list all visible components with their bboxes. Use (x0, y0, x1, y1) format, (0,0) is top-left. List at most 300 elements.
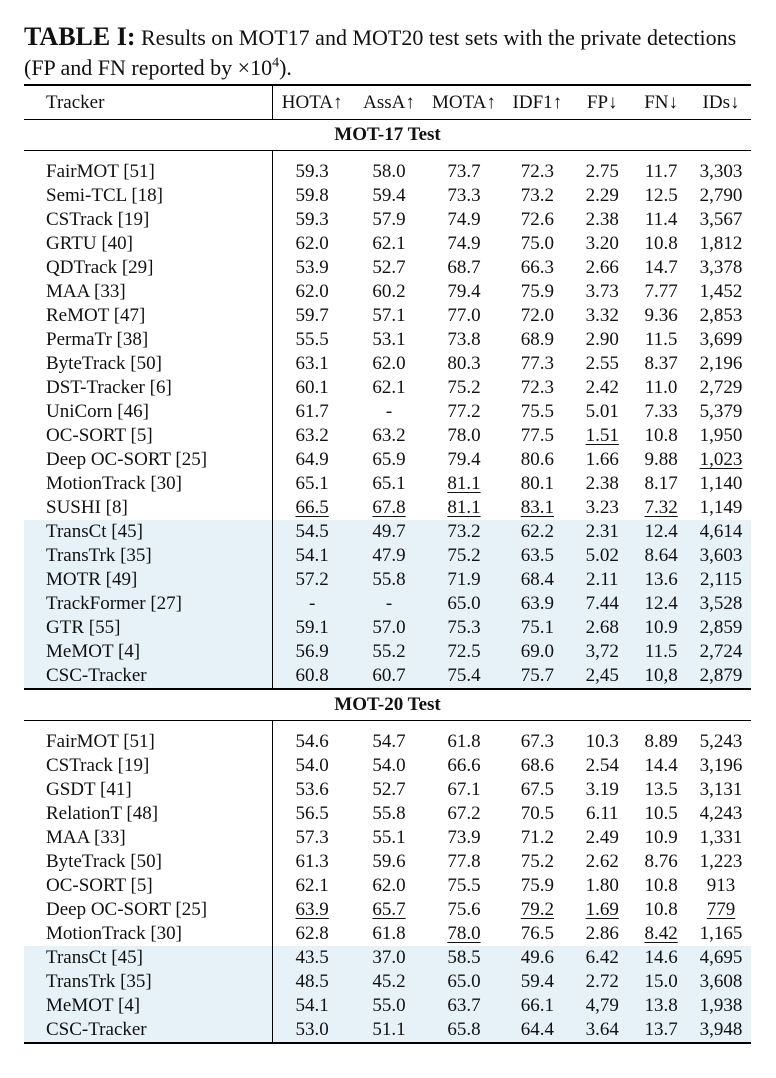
underlined-value: 65.7 (372, 899, 406, 920)
table-caption (24, 22, 760, 83)
metric-cell: 13.7 (631, 1018, 691, 1043)
metric-cell: 73.9 (447, 827, 481, 848)
metric-cell: 60.8 (272, 664, 351, 689)
metric-cell: 2.86 (585, 923, 619, 944)
tracker-name: CSTrack [19] (24, 754, 272, 778)
table-row (24, 1018, 751, 1043)
tracker-name: OC-SORT [5] (24, 874, 272, 898)
metric-cell: 2.68 (573, 616, 631, 640)
metric-cell: 62.1 (372, 377, 406, 398)
metric-cell: 2,196 (699, 353, 743, 374)
metric-cell: 63.1 (295, 353, 329, 374)
metric-cell: 2,879 (691, 664, 751, 689)
tracker-name: MeMOT [4] (24, 640, 272, 664)
metric-cell: 10.9 (644, 827, 678, 848)
metric-cell: 67.1 (447, 779, 481, 800)
metric-cell: 3.32 (585, 305, 619, 326)
metric-cell: 54.1 (272, 544, 351, 568)
spacer-cell (426, 151, 501, 161)
metric-cell: 4,79 (573, 994, 631, 1018)
table-row (24, 208, 751, 232)
column-header: FN↓ (631, 85, 691, 120)
metric-cell: 76.5 (520, 923, 554, 944)
metric-cell: 75.5 (520, 401, 554, 422)
metric-cell: 2.72 (573, 970, 631, 994)
metric-cell: 13.5 (644, 779, 678, 800)
metric-cell: 2,853 (699, 305, 743, 326)
metric-cell: 60.7 (352, 664, 427, 689)
underlined-value: 67.8 (372, 497, 406, 518)
metric-cell: 75.2 (426, 544, 501, 568)
table-row (24, 520, 751, 544)
tracker-name: GTR [55] (24, 616, 272, 640)
metric-cell: 2.55 (585, 353, 619, 374)
metric-cell: 5,243 (699, 731, 743, 752)
metric-cell: 65.0 (426, 970, 501, 994)
metric-cell (691, 448, 751, 472)
tracker-name: QDTrack [29] (24, 256, 272, 280)
metric-cell: 62.0 (295, 233, 329, 254)
metric-cell: 1,812 (699, 233, 743, 254)
metric-cell: 77.0 (447, 305, 481, 326)
metric-cell: 59.6 (372, 851, 406, 872)
metric-cell: 9.36 (644, 305, 678, 326)
metric-cell: 73.3 (447, 185, 481, 206)
metric-cell: 77.8 (447, 851, 481, 872)
metric-cell: 10.8 (644, 875, 678, 896)
metric-cell: - (352, 592, 427, 616)
metric-cell: 12.5 (644, 185, 678, 206)
spacer-cell (631, 721, 691, 731)
metric-cell: 2.49 (585, 827, 619, 848)
tracker-name: TransTrk [35] (24, 970, 272, 994)
metric-cell: 3.20 (585, 233, 619, 254)
tracker-name: TransCt [45] (24, 520, 272, 544)
metric-cell: 63.9 (501, 592, 573, 616)
metric-cell: 59.7 (295, 305, 329, 326)
metric-cell: 66.1 (501, 994, 573, 1018)
table-row (24, 544, 751, 568)
tracker-name: Deep OC-SORT [25] (24, 898, 272, 922)
metric-cell: 7.77 (644, 281, 678, 302)
metric-cell: 54.1 (272, 994, 351, 1018)
metric-cell: 11.5 (644, 329, 678, 350)
metric-cell (426, 496, 501, 520)
metric-cell: 57.9 (372, 209, 406, 230)
metric-cell: 55.0 (352, 994, 427, 1018)
metric-cell: 52.7 (372, 779, 406, 800)
metric-cell: 61.7 (295, 401, 329, 422)
tracker-name: PermaTr [38] (24, 328, 272, 352)
metric-cell: 56.5 (295, 803, 329, 824)
underlined-value: 81.1 (447, 473, 481, 494)
metric-cell: 61.8 (372, 923, 406, 944)
table-row (24, 922, 751, 946)
metric-cell: 62.0 (372, 875, 406, 896)
metric-cell: 3.64 (573, 1018, 631, 1043)
column-header: IDF1↑ (501, 85, 573, 120)
metric-cell: 3,378 (699, 257, 743, 278)
table-row (24, 400, 751, 424)
metric-cell: 2,729 (699, 377, 743, 398)
table-body (24, 120, 751, 1044)
metric-cell: 75.9 (520, 875, 554, 896)
metric-cell (501, 898, 573, 922)
metric-cell: 10.8 (644, 899, 678, 920)
spacer-cell (691, 721, 751, 731)
metric-cell: 67.5 (520, 779, 554, 800)
metric-cell: 75.1 (501, 616, 573, 640)
metric-cell: 1,165 (699, 923, 743, 944)
spacer-cell (501, 151, 573, 161)
metric-cell: 3,699 (699, 329, 743, 350)
metric-cell: 37.0 (352, 946, 427, 970)
metric-cell: 66.6 (447, 755, 481, 776)
metric-cell: 13.6 (631, 568, 691, 592)
metric-cell: 73.2 (520, 185, 554, 206)
tracker-name: MotionTrack [30] (24, 472, 272, 496)
metric-cell (352, 898, 427, 922)
metric-cell: 63.2 (372, 425, 406, 446)
table-row (24, 472, 751, 496)
metric-cell: 65.1 (295, 473, 329, 494)
metric-cell: 75.4 (426, 664, 501, 689)
metric-cell: 2.90 (585, 329, 619, 350)
tracker-name: FairMOT [51] (24, 730, 272, 754)
metric-cell: 53.9 (295, 257, 329, 278)
metric-cell (272, 898, 351, 922)
metric-cell: 75.3 (426, 616, 501, 640)
metric-cell: 10.8 (644, 425, 678, 446)
tracker-name: OC-SORT [5] (24, 424, 272, 448)
metric-cell: 14.4 (644, 755, 678, 776)
metric-cell: 1,452 (699, 281, 743, 302)
metric-cell: 77.2 (447, 401, 481, 422)
metric-cell: 75.5 (447, 875, 481, 896)
metric-cell: 73.8 (447, 329, 481, 350)
metric-cell: 72.0 (520, 305, 554, 326)
tracker-name: ByteTrack [50] (24, 352, 272, 376)
tracker-name: FairMOT [51] (24, 160, 272, 184)
underlined-value: 1.69 (585, 899, 619, 920)
metric-cell: 68.7 (447, 257, 481, 278)
metric-cell: 61.3 (295, 851, 329, 872)
metric-cell: 11.7 (644, 161, 678, 182)
tracker-name: CSTrack [19] (24, 208, 272, 232)
metric-cell (501, 496, 573, 520)
metric-cell: 68.4 (501, 568, 573, 592)
metric-cell: 65.0 (426, 592, 501, 616)
spacer-cell (24, 721, 272, 731)
metric-cell: 64.4 (501, 1018, 573, 1043)
tracker-name: ByteTrack [50] (24, 850, 272, 874)
metric-cell (691, 898, 751, 922)
spacer-cell (352, 151, 427, 161)
table-row (24, 328, 751, 352)
metric-cell: 3,567 (699, 209, 743, 230)
metric-cell: 57.3 (295, 827, 329, 848)
metric-cell: 53.0 (272, 1018, 351, 1043)
tracker-name: CSC-Tracker (24, 1018, 272, 1043)
table-row (24, 946, 751, 970)
metric-cell: 5.01 (585, 401, 619, 422)
spacer-cell (272, 151, 351, 161)
metric-cell: 59.3 (295, 161, 329, 182)
metric-cell: 72.6 (520, 209, 554, 230)
metric-cell: 10,8 (631, 664, 691, 689)
column-header: IDs↓ (691, 85, 751, 120)
metric-cell: 65.9 (372, 449, 406, 470)
metric-cell: 55.5 (295, 329, 329, 350)
metric-cell: 2.54 (585, 755, 619, 776)
metric-cell: 14.6 (631, 946, 691, 970)
metric-cell: 3.73 (585, 281, 619, 302)
metric-cell: 7.44 (573, 592, 631, 616)
metric-cell: - (385, 401, 393, 422)
metric-cell: 59.4 (372, 185, 406, 206)
table-row (24, 802, 751, 826)
metric-cell: 67.2 (447, 803, 481, 824)
metric-cell: 45.2 (352, 970, 427, 994)
metric-cell (631, 922, 691, 946)
metric-cell: 74.9 (447, 233, 481, 254)
metric-cell: 71.2 (520, 827, 554, 848)
metric-cell: 58.5 (426, 946, 501, 970)
metric-cell: 913 (706, 875, 736, 896)
table-row (24, 592, 751, 616)
metric-cell: 68.6 (520, 755, 554, 776)
metric-cell (631, 496, 691, 520)
metric-cell: 77.5 (520, 425, 554, 446)
table-row (24, 970, 751, 994)
metric-cell: 72.5 (426, 640, 501, 664)
metric-cell: 2.62 (585, 851, 619, 872)
metric-cell: 2.38 (585, 473, 619, 494)
metric-cell: 11.5 (631, 640, 691, 664)
metric-cell (352, 496, 427, 520)
metric-cell: 59.3 (295, 209, 329, 230)
metric-cell: 68.9 (520, 329, 554, 350)
metric-cell: 4,695 (691, 946, 751, 970)
metric-cell: 12.4 (631, 592, 691, 616)
table-row (24, 850, 751, 874)
metric-cell: 8.64 (631, 544, 691, 568)
metric-cell: 2.66 (585, 257, 619, 278)
metric-cell (573, 424, 631, 448)
metric-cell: 58.0 (372, 161, 406, 182)
spacer-cell (573, 151, 631, 161)
metric-cell: 8.89 (644, 731, 678, 752)
tracker-name: TrackFormer [27] (24, 592, 272, 616)
table-row (24, 232, 751, 256)
metric-cell: 79.4 (447, 281, 481, 302)
spacer-cell (24, 151, 272, 161)
metric-cell: 62.1 (372, 233, 406, 254)
metric-cell: 14.7 (644, 257, 678, 278)
spacer-cell (631, 151, 691, 161)
table-row (24, 496, 751, 520)
metric-cell: 1.66 (585, 449, 619, 470)
metric-cell: 1,149 (699, 497, 743, 518)
metric-cell: 9.88 (644, 449, 678, 470)
metric-cell: 80.3 (447, 353, 481, 374)
metric-cell: 13.8 (631, 994, 691, 1018)
spacer-cell (426, 721, 501, 731)
table-row (24, 448, 751, 472)
table-row (24, 280, 751, 304)
metric-cell: 51.1 (352, 1018, 427, 1043)
metric-cell: 6.11 (585, 803, 619, 824)
metric-cell: 57.1 (372, 305, 406, 326)
tracker-name: TransTrk [35] (24, 544, 272, 568)
metric-cell: 49.7 (352, 520, 427, 544)
tracker-name: MAA [33] (24, 826, 272, 850)
table-row (24, 256, 751, 280)
metric-cell: 78.0 (447, 425, 481, 446)
column-header: HOTA↑ (272, 85, 351, 120)
column-header: Tracker (24, 85, 272, 120)
metric-cell: 59.4 (501, 970, 573, 994)
metric-cell: 59.1 (272, 616, 351, 640)
metric-cell: 75.9 (520, 281, 554, 302)
underlined-value: 63.9 (295, 899, 329, 920)
metric-cell: 3,948 (691, 1018, 751, 1043)
metric-cell: 2.29 (585, 185, 619, 206)
metric-cell: 74.9 (447, 209, 481, 230)
tracker-name: GSDT [41] (24, 778, 272, 802)
metric-cell: 55.8 (372, 803, 406, 824)
table-row (24, 994, 751, 1018)
metric-cell: 57.2 (272, 568, 351, 592)
metric-cell: 72.3 (520, 377, 554, 398)
tracker-name: UniCorn [46] (24, 400, 272, 424)
metric-cell: 75.2 (520, 851, 554, 872)
metric-cell: 1,938 (691, 994, 751, 1018)
caption-suffix: ). (279, 55, 292, 80)
spacer-row (24, 151, 751, 161)
metric-cell: 15.0 (631, 970, 691, 994)
metric-cell: 69.0 (501, 640, 573, 664)
metric-cell: 54.7 (372, 731, 406, 752)
metric-cell: 10.8 (644, 233, 678, 254)
metric-cell: 61.8 (447, 731, 481, 752)
table-row (24, 778, 751, 802)
section-row (24, 120, 751, 151)
metric-cell: 55.2 (352, 640, 427, 664)
underlined-value: 1,023 (699, 449, 743, 470)
metric-cell: 1,331 (699, 827, 743, 848)
table-row (24, 640, 751, 664)
spacer-row (24, 721, 751, 731)
metric-cell: 5.02 (573, 544, 631, 568)
metric-cell: 67.3 (520, 731, 554, 752)
metric-cell: 63.7 (426, 994, 501, 1018)
metric-cell: 63.5 (501, 544, 573, 568)
metric-cell: 65.1 (372, 473, 406, 494)
column-header: MOTA↑ (426, 85, 501, 120)
metric-cell: 80.6 (520, 449, 554, 470)
table-row (24, 424, 751, 448)
metric-cell: 62.0 (372, 353, 406, 374)
metric-cell: 10.5 (644, 803, 678, 824)
metric-cell: 54.0 (295, 755, 329, 776)
metric-cell: 1,140 (699, 473, 743, 494)
metric-cell: 62.0 (295, 281, 329, 302)
underlined-value: 1.51 (585, 425, 619, 446)
metric-cell: 75.6 (447, 899, 481, 920)
tracker-name: Semi-TCL [18] (24, 184, 272, 208)
metric-cell: 6.42 (573, 946, 631, 970)
metric-cell: 4,614 (691, 520, 751, 544)
tracker-name: MOTR [49] (24, 568, 272, 592)
underlined-value: 66.5 (295, 497, 329, 518)
metric-cell: 70.5 (520, 803, 554, 824)
metric-cell: 47.9 (352, 544, 427, 568)
section-title: MOT-20 Test (24, 689, 751, 721)
metric-cell: 54.6 (295, 731, 329, 752)
spacer-cell (501, 721, 573, 731)
underlined-value: 8.42 (644, 923, 678, 944)
metric-cell: 64.9 (295, 449, 329, 470)
column-header: FP↓ (573, 85, 631, 120)
metric-cell: 71.9 (426, 568, 501, 592)
metric-cell: 10.9 (631, 616, 691, 640)
metric-cell: 2.31 (573, 520, 631, 544)
tracker-name: DST-Tracker [6] (24, 376, 272, 400)
metric-cell: 11.0 (644, 377, 678, 398)
metric-cell: 11.4 (644, 209, 678, 230)
metric-cell: 62.1 (295, 875, 329, 896)
table-row (24, 184, 751, 208)
table-row (24, 376, 751, 400)
metric-cell: 4,243 (699, 803, 743, 824)
metric-cell: 8.17 (644, 473, 678, 494)
metric-cell: 56.9 (272, 640, 351, 664)
section-title: MOT-17 Test (24, 120, 751, 151)
table-row (24, 664, 751, 689)
table-row (24, 304, 751, 328)
metric-cell: 1,950 (699, 425, 743, 446)
table-label: TABLE I: (24, 22, 136, 51)
metric-cell: 48.5 (272, 970, 351, 994)
caption-text: Results on MOT17 and MOT20 test sets with the private detections (FP and FN reported by ×10 (24, 25, 737, 80)
metric-cell: 8.76 (644, 851, 678, 872)
table-row (24, 898, 751, 922)
tracker-name: SUSHI [8] (24, 496, 272, 520)
tracker-name: Deep OC-SORT [25] (24, 448, 272, 472)
tracker-name: MeMOT [4] (24, 994, 272, 1018)
underlined-value: 779 (706, 899, 736, 920)
spacer-cell (573, 721, 631, 731)
metric-cell: 1.80 (585, 875, 619, 896)
table-row (24, 754, 751, 778)
metric-cell: 43.5 (272, 946, 351, 970)
metric-cell: 2,790 (699, 185, 743, 206)
underlined-value: 81.1 (447, 497, 481, 518)
metric-cell: 5,379 (699, 401, 743, 422)
metric-cell (272, 496, 351, 520)
metric-cell: 72.3 (520, 161, 554, 182)
metric-cell: 52.7 (372, 257, 406, 278)
metric-cell: 75.7 (501, 664, 573, 689)
caption-exponent: 4 (272, 55, 280, 71)
metric-cell: 3,131 (699, 779, 743, 800)
tracker-name: GRTU [40] (24, 232, 272, 256)
metric-cell: 66.3 (520, 257, 554, 278)
metric-cell: 2,115 (691, 568, 751, 592)
metric-cell: 73.2 (426, 520, 501, 544)
metric-cell: 1,223 (699, 851, 743, 872)
